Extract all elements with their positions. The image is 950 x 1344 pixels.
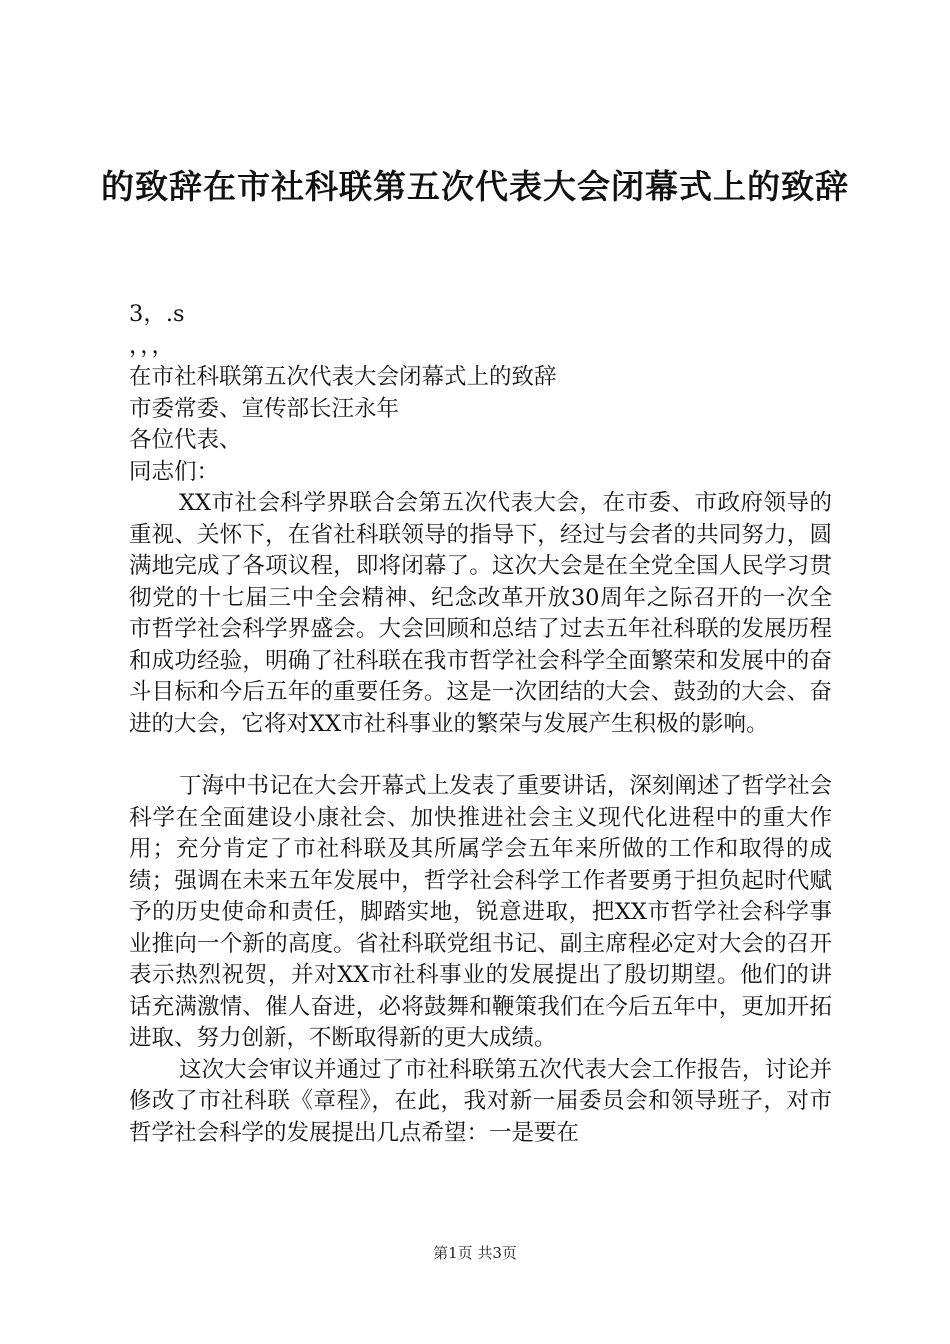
paragraph-spacer: [129, 740, 832, 771]
header-line-code: 3，.s: [129, 301, 185, 327]
body-paragraph-3: 这次大会审议并通过了市社科联第五次代表大会工作报告，讨论并修改了市社科联《章程》，在此，我对新一届委员会和领导班子，对市哲学社会科学的发展提出几点希望：一是要在: [129, 1056, 832, 1146]
body-paragraph-2: 丁海中书记在大会开幕式上发表了重要讲话，深刻阐述了哲学社会科学在全面建设小康社会、加快推进社会主义现代化进程中的重大作用；充分肯定了市社科联及其所属学会五年来所做的工作和取得的成绩；强调在未来五年发展中，哲学社会科学工作者要勇于担负起时代赋予的历史使命和责任，脚踏实地，锐意进取，把XX市哲学社会科学事业推向一个新的高度。省社科联党组书记、副主席程必定对大会的召开表示热烈祝贺，并对XX市社科事业的发展提出了殷切期望。他们的讲话充满激情、催人奋进，必将鼓舞和鞭策我们在今后五年中，更加开拓进取、努力创新，不断取得新的更大成绩。: [129, 773, 832, 1051]
speech-title-line: 在市社科联第五次代表大会闭幕式上的致辞: [129, 364, 557, 390]
body-paragraph-1: XX市社会科学界联合会第五次代表大会，在市委、市政府领导的重视、关怀下，在省社科联领导的指导下，经过与会者的共同努力，圆满地完成了各项议程，即将闭幕了。这次大会是在全党全国人民学习贯彻党的十七届三中全会精神、纪念改革开放30周年之际召开的一次全市哲学社会科学界盛会。大会回顾和总结了过去五年社科联的发展历程和成功经验，明确了社科联在我市哲学社会科学全面繁荣和发展中的奋斗目标和今后五年的重要任务。这是一次团结的大会、鼓劲的大会、奋进的大会，它将对XX市社科事业的繁荣与发展产生积极的影响。: [129, 490, 832, 737]
page-footer: 第1页 共3页: [433, 1244, 517, 1262]
salutation-delegates: 各位代表、: [129, 427, 242, 453]
document-body: [129, 299, 832, 1149]
salutation-comrades: 同志们：: [129, 458, 220, 485]
document-title: 的致辞在市社科联第五次代表大会闭幕式上的致辞: [101, 167, 849, 206]
speaker-line: 市委常委、宣传部长汪永年: [129, 395, 400, 422]
header-line-commas: ，，，: [129, 332, 175, 359]
